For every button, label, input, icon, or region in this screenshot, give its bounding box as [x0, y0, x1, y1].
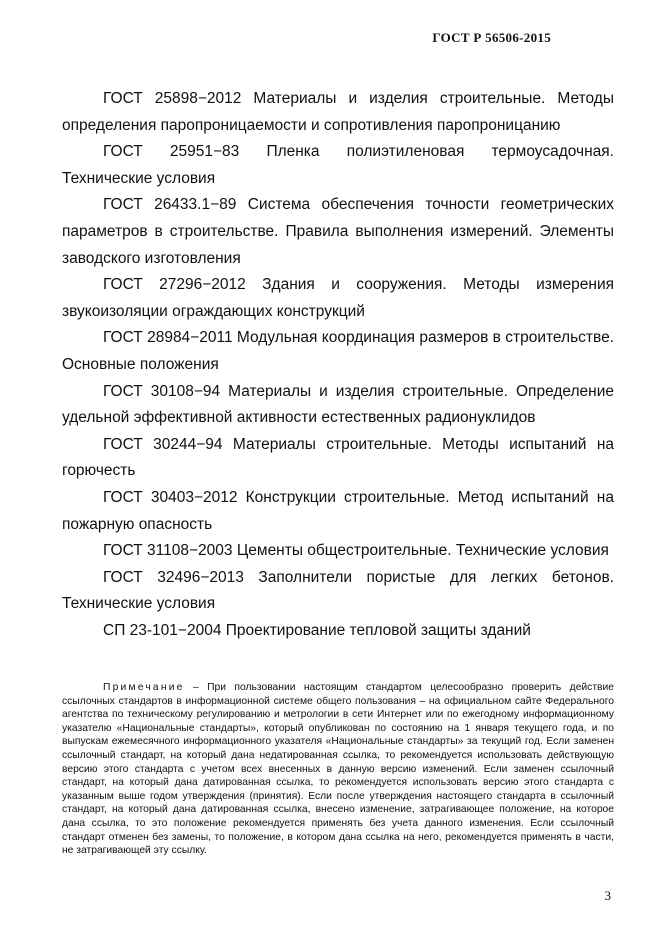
reference-gost-25951: ГОСТ 25951−83 Пленка полиэтиленовая термоусадочная. Технические условия — [62, 143, 614, 187]
reference-gost-30244: ГОСТ 30244−94 Материалы строительные. Методы испытаний на горючесть — [62, 435, 614, 480]
reference-gost-26433-1: ГОСТ 26433.1−89 Система обеспечения точности геометрических параметров в строительстве. Правила выполнения измерений. Элементы заводского изготовления — [62, 196, 614, 267]
page-number: 3 — [604, 888, 611, 903]
note-label: Примечание — [103, 682, 185, 693]
reference-gost-32496: ГОСТ 32496−2013 Заполнители пористые для легких бетонов. Технические условия — [62, 568, 614, 613]
normative-references-list — [62, 86, 614, 644]
reference-sp-23-101: СП 23-101−2004 Проектирование тепловой защиты зданий — [103, 621, 531, 639]
reference-gost-31108: ГОСТ 31108−2003 Цементы общестроительные. Технические условия — [103, 542, 609, 560]
reference-gost-30403: ГОСТ 30403−2012 Конструкции строительные. Метод испытаний на пожарную опасность — [62, 488, 614, 533]
document-id-header: ГОСТ Р 56506-2015 — [432, 30, 551, 45]
reference-gost-30108: ГОСТ 30108−94 Материалы и изделия строительные. Определение удельной эффективной активности естественных радионуклидов — [62, 382, 614, 427]
reference-gost-28984: ГОСТ 28984−2011 Модульная координация размеров в строительстве. Основные положения — [62, 329, 614, 373]
note-text: – При пользовании настоящим стандартом целесообразно проверить действие ссылочных стандартов в информационной системе общего пользования – на официальном сайте Федерального агентства по техническому регулированию и метрологии в сети Интернет или по ежегодному информационному указателю «Национальные стандарты», который опубликован по состоянию на 1 января текущего года, и по выпускам ежемесячного информационного указателя «Национальные стандарты» за текущий год. Если заменен ссылочный стандарт, на который дана недатированная ссылка, то рекомендуется использовать действующую версию этого стандарта с учетом всех внесенных в данную версию изменений. Если заменен ссылочный стандарт, на который дана датированная ссылка, то рекомендуется использовать версию этого стандарта с указанным выше годом утверждения (принятия). Если после утверждения настоящего стандарта в ссылочный стандарт, на который дана датированная ссылка, внесено изменение, затрагивающее положение, на которое дана ссылка, то это положение рекомендуется применять без учета данного изменения. Если ссылочный стандарт отменен без замены, то положение, в котором дана ссылка на него, рекомендуется применять в части, не затрагивающей эту ссылку. — [62, 682, 614, 857]
reference-note — [62, 681, 614, 858]
reference-gost-25898: ГОСТ 25898−2012 Материалы и изделия строительные. Методы определения паропроницаемости и сопротивления паропроницанию — [62, 90, 614, 134]
reference-gost-27296: ГОСТ 27296−2012 Здания и сооружения. Методы измерения звукоизоляции ограждающих конструкций — [62, 276, 614, 320]
